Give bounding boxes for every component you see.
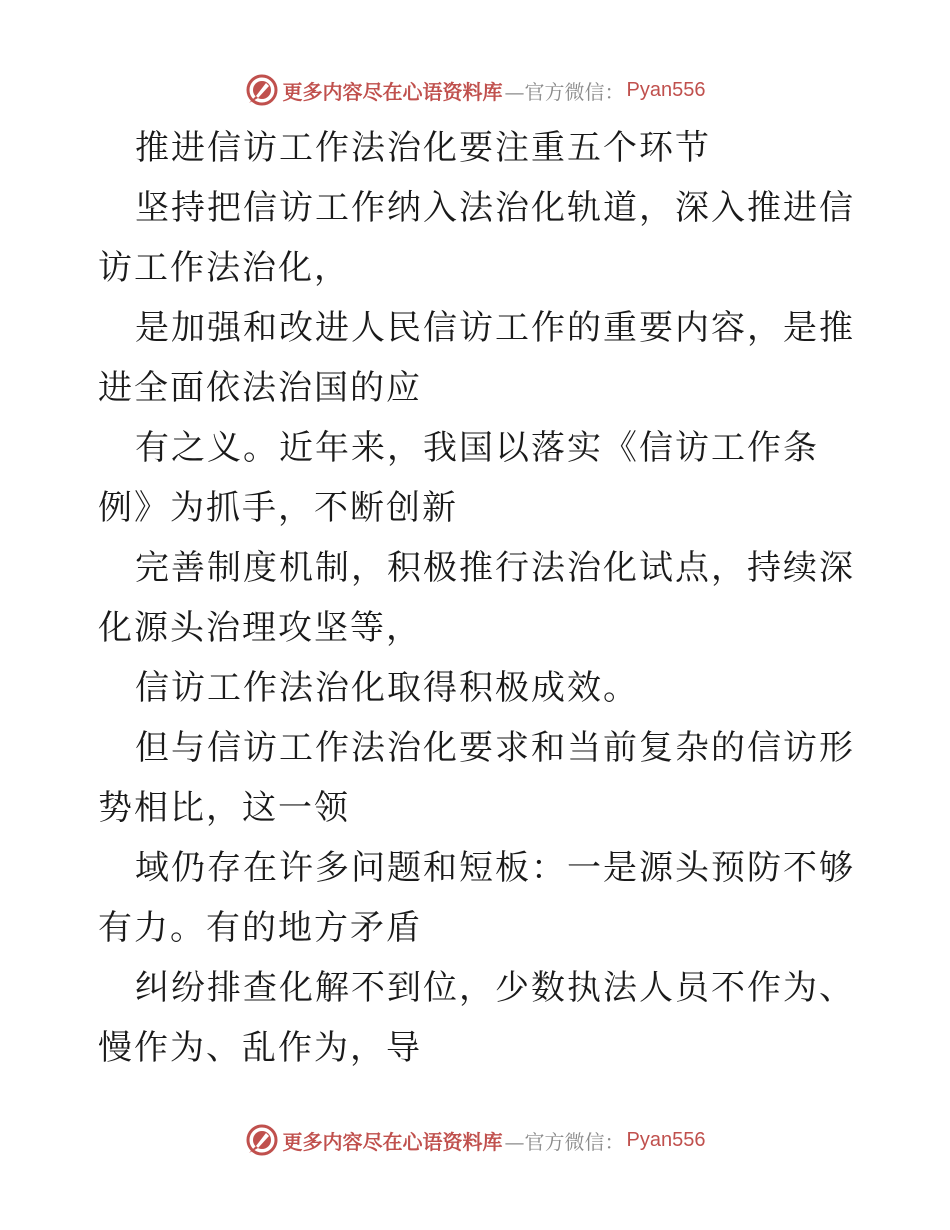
watermark-main-text: 更多内容尽在心语资料库: [282, 79, 503, 104]
document-body: [98, 118, 858, 1078]
paragraph: 但与信访工作法治化要求和当前复杂的信访形势相比，这一领: [98, 728, 855, 828]
watermark-separator-text: —官方微信：: [504, 1129, 625, 1154]
paragraph: 是加强和改进人民信访工作的重要内容，是推进全面依法治国的应: [98, 308, 855, 408]
watermark-separator-text: —官方微信：: [504, 79, 625, 104]
document-title: 推进信访工作法治化要注重五个环节: [135, 128, 711, 168]
watermark-account-id: Pyan556: [626, 1128, 706, 1151]
watermark-account-id: Pyan556: [626, 78, 706, 101]
watermark-main-text: 更多内容尽在心语资料库: [282, 1129, 503, 1154]
paragraph: 信访工作法治化取得积极成效。: [135, 668, 639, 708]
pen-nib-logo-icon: [245, 1123, 279, 1157]
header-watermark: [0, 70, 950, 110]
footer-watermark: [0, 1120, 950, 1160]
paragraph: 域仍存在许多问题和短板：一是源头预防不够有力。有的地方矛盾: [98, 848, 855, 948]
paragraph: 有之义。近年来，我国以落实《信访工作条例》为抓手，不断创新: [98, 428, 819, 528]
pen-nib-logo-icon: [245, 73, 279, 107]
paragraph: 完善制度机制，积极推行法治化试点，持续深化源头治理攻坚等，: [98, 548, 855, 648]
paragraph: 纠纷排查化解不到位，少数执法人员不作为、慢作为、乱作为，导: [98, 968, 855, 1068]
paragraph: 坚持把信访工作纳入法治化轨道，深入推进信访工作法治化，: [98, 188, 855, 288]
